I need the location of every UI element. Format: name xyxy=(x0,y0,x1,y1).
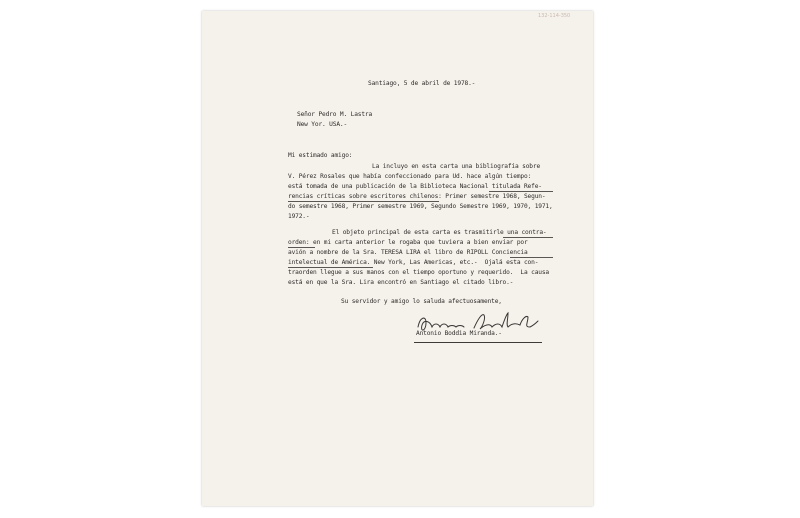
paragraph-1-line: está tomada de una publicación de la Biblioteca Nacional titulada Refe- xyxy=(288,183,542,190)
paragraph-1-line: 1972.- xyxy=(288,213,310,220)
salutation: Mi estimado amigo: xyxy=(288,152,353,159)
title-underline xyxy=(288,201,439,202)
paragraph-2-line: El objeto principal de esta carta es trasmitirle una contra- xyxy=(332,229,547,236)
closing-line: Su servidor y amigo lo saluda afectuosamente, xyxy=(341,298,502,305)
contraorden-underline xyxy=(288,247,315,248)
catalog-number-stamp: 132-114-350 xyxy=(538,13,571,19)
paragraph-1-line: V. Pérez Rosales que había confeccionado para Ud. hace algún tiempo: xyxy=(288,173,532,180)
book-title-underline xyxy=(288,267,373,268)
letter-date: Santiago, 5 de abril de 1978.- xyxy=(368,80,476,87)
recipient-name: Señor Pedro M. Lastra xyxy=(297,111,373,118)
paragraph-1-line: rencias críticas sobre escritores chilenos: Primer semestre 1968, Segun- xyxy=(288,193,546,200)
paragraph-2-line: intelectual de América. New York, Las Americas, etc.- Ojalá esta con- xyxy=(288,259,539,266)
book-title-underline xyxy=(510,257,553,258)
paragraph-2-line: orden: en mi carta anterior le rogaba que tuviera a bien enviar por xyxy=(288,239,528,246)
signature-line xyxy=(414,342,542,343)
paragraph-2-line: está en que la Sra. Lira encontró en Santiago el citado libro.- xyxy=(288,279,514,286)
paragraph-2-line: avión a nombre de la Sra. TERESA LIRA el libro de RIPOLL Conciencia xyxy=(288,249,528,256)
title-underline xyxy=(489,191,553,192)
paragraph-1-line: do semestre 1968, Primer semestre 1969, Segundo Semestre 1969, 1970, 1971, xyxy=(288,203,553,210)
recipient-address: New Yor. USA.- xyxy=(297,121,348,128)
contraorden-underline xyxy=(503,237,553,238)
paragraph-2-line: traorden llegue a sus manos con el tiempo oportuno y requerido. La causa xyxy=(288,269,549,276)
paragraph-1-line: La incluyo en esta carta una bibliografía sobre xyxy=(372,163,541,170)
signature-name: Antonio Boddia Miranda.- xyxy=(416,330,502,337)
